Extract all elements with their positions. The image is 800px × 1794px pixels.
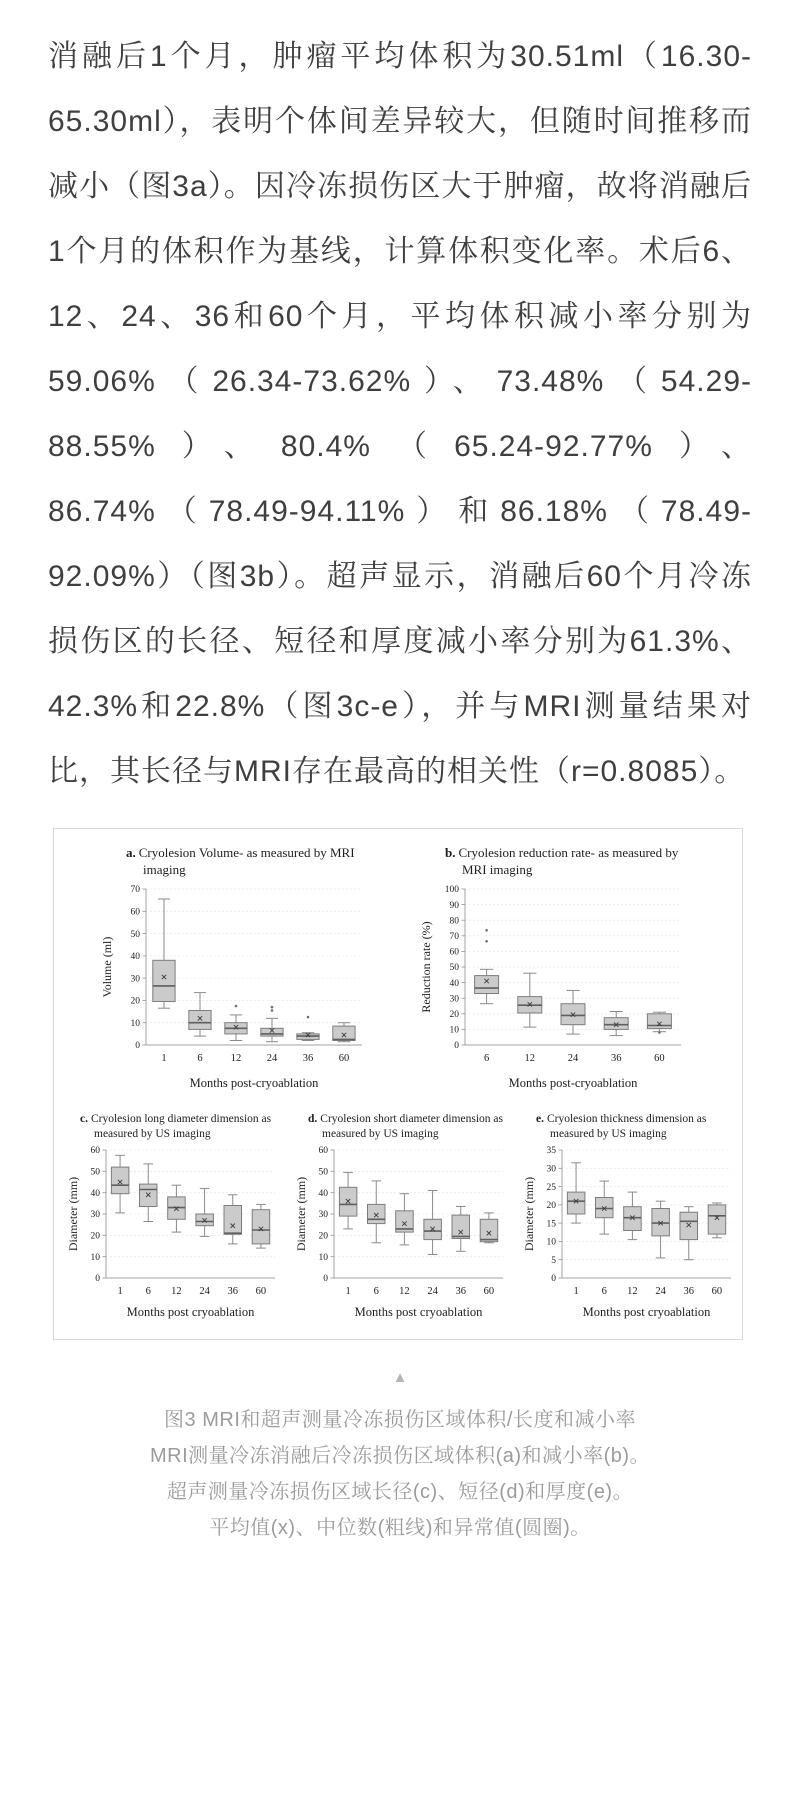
- svg-text:6: 6: [197, 1052, 203, 1064]
- svg-text:36: 36: [455, 1285, 466, 1297]
- svg-text:6: 6: [373, 1285, 379, 1297]
- svg-text:70: 70: [449, 931, 459, 942]
- svg-text:20: 20: [546, 1200, 556, 1211]
- chart-label: d.: [308, 1112, 318, 1125]
- svg-text:0: 0: [551, 1273, 556, 1284]
- svg-text:12: 12: [524, 1052, 536, 1064]
- svg-text:24: 24: [655, 1285, 666, 1297]
- svg-text:10: 10: [130, 1018, 140, 1029]
- svg-text:Months post cryoablation: Months post cryoablation: [126, 1304, 255, 1319]
- svg-text:50: 50: [449, 962, 459, 973]
- caption-line: MRI测量冷冻消融后冷冻损伤区域体积(a)和减小率(b)。: [149, 1444, 651, 1467]
- svg-text:60: 60: [318, 1145, 328, 1156]
- svg-text:50: 50: [318, 1167, 328, 1178]
- svg-text:Months post cryoablation: Months post cryoablation: [582, 1304, 711, 1319]
- svg-text:1: 1: [161, 1052, 167, 1064]
- svg-text:24: 24: [427, 1285, 438, 1297]
- chart-d-plot: [294, 1144, 512, 1322]
- svg-text:0: 0: [323, 1273, 328, 1284]
- svg-text:Months post cryoablation: Months post cryoablation: [354, 1304, 483, 1319]
- svg-text:90: 90: [449, 900, 459, 911]
- chart-label: a.: [126, 845, 136, 860]
- svg-text:36: 36: [302, 1052, 314, 1064]
- svg-text:12: 12: [230, 1052, 242, 1064]
- svg-text:20: 20: [90, 1231, 100, 1242]
- chart-title: [126, 845, 377, 879]
- svg-text:0: 0: [454, 1040, 459, 1051]
- svg-text:6: 6: [601, 1285, 607, 1297]
- svg-text:Volume (ml): Volume (ml): [100, 936, 114, 998]
- chart-title: [308, 1112, 522, 1142]
- chart-title: [445, 845, 696, 879]
- svg-text:36: 36: [227, 1285, 238, 1297]
- svg-text:70: 70: [130, 884, 140, 895]
- svg-text:40: 40: [449, 978, 459, 989]
- svg-text:20: 20: [318, 1231, 328, 1242]
- svg-text:80: 80: [449, 916, 459, 927]
- svg-text:1: 1: [345, 1285, 351, 1297]
- chart-title-text: Cryolesion short diameter dimension as measured by US imaging: [320, 1112, 503, 1140]
- svg-text:35: 35: [546, 1145, 556, 1156]
- svg-text:24: 24: [567, 1052, 579, 1064]
- figure-caption: [0, 1402, 800, 1546]
- svg-text:Months post-cryoablation: Months post-cryoablation: [189, 1075, 319, 1090]
- chart-label: b.: [445, 845, 456, 860]
- svg-text:12: 12: [399, 1285, 410, 1297]
- svg-text:20: 20: [449, 1009, 459, 1020]
- caption-line: 超声测量冷冻损伤区域长径(c)、短径(d)和厚度(e)。: [166, 1480, 634, 1503]
- svg-text:60: 60: [255, 1285, 267, 1297]
- svg-text:50: 50: [90, 1167, 100, 1178]
- svg-text:36: 36: [683, 1285, 694, 1297]
- svg-text:0: 0: [95, 1273, 100, 1284]
- chart-title: [80, 1112, 294, 1142]
- svg-text:20: 20: [130, 996, 140, 1007]
- svg-text:6: 6: [145, 1285, 151, 1297]
- svg-text:1: 1: [117, 1285, 123, 1297]
- svg-text:10: 10: [546, 1237, 556, 1248]
- figure-row-1: [58, 845, 738, 1098]
- svg-text:30: 30: [318, 1209, 328, 1220]
- chart-b-reduction-rate: [419, 845, 696, 1098]
- svg-text:25: 25: [546, 1182, 556, 1193]
- chart-c-long-diameter: [66, 1112, 294, 1327]
- svg-text:40: 40: [318, 1188, 328, 1199]
- svg-text:5: 5: [551, 1255, 556, 1266]
- figure-3-panel: [53, 828, 743, 1340]
- svg-text:Diameter (mm): Diameter (mm): [66, 1176, 80, 1251]
- svg-text:Reduction rate (%): Reduction rate (%): [419, 921, 433, 1013]
- chart-e-plot: [522, 1144, 740, 1322]
- svg-text:50: 50: [130, 929, 140, 940]
- article-page: [0, 24, 800, 1546]
- caption-line: 平均值(x)、中位数(粗线)和异常值(圆圈)。: [209, 1516, 591, 1539]
- svg-text:6: 6: [483, 1052, 490, 1064]
- svg-text:15: 15: [546, 1218, 556, 1229]
- chart-title: [536, 1112, 750, 1142]
- caption-line: 图3 MRI和超声测量冷冻损伤区域体积/长度和减小率: [164, 1408, 636, 1431]
- svg-text:1: 1: [573, 1285, 579, 1297]
- svg-text:12: 12: [627, 1285, 638, 1297]
- svg-text:Diameter (mm): Diameter (mm): [294, 1176, 308, 1251]
- svg-text:10: 10: [90, 1252, 100, 1263]
- svg-text:60: 60: [483, 1285, 495, 1297]
- svg-text:30: 30: [90, 1209, 100, 1220]
- chart-a-volume: [100, 845, 377, 1098]
- svg-text:24: 24: [199, 1285, 210, 1297]
- svg-text:Months post-cryoablation: Months post-cryoablation: [508, 1075, 638, 1090]
- chart-title-text: Cryolesion Volume- as measured by MRI imaging: [138, 845, 355, 877]
- svg-text:60: 60: [90, 1145, 100, 1156]
- chart-d-short-diameter: [294, 1112, 522, 1327]
- svg-text:24: 24: [266, 1052, 278, 1064]
- collapse-triangle-icon: ▲: [392, 1368, 408, 1386]
- chart-title-text: Cryolesion long diameter dimension as measured by US imaging: [90, 1112, 272, 1140]
- svg-text:40: 40: [90, 1188, 100, 1199]
- figure-row-2: [58, 1112, 738, 1327]
- svg-text:10: 10: [318, 1252, 328, 1263]
- svg-text:30: 30: [449, 994, 459, 1005]
- svg-text:100: 100: [444, 884, 459, 895]
- chart-title-text: Cryolesion thickness dimension as measured by US imaging: [546, 1112, 707, 1140]
- chart-title-text: Cryolesion reduction rate- as measured by MRI imaging: [458, 845, 679, 877]
- chart-c-plot: [66, 1144, 284, 1322]
- chart-a-plot: [100, 881, 372, 1093]
- svg-text:30: 30: [130, 974, 140, 985]
- svg-text:60: 60: [338, 1052, 350, 1064]
- svg-text:40: 40: [130, 951, 140, 962]
- svg-text:Diameter (mm): Diameter (mm): [522, 1176, 536, 1251]
- svg-text:60: 60: [130, 907, 140, 918]
- article-paragraph: 消融后1个月，肿瘤平均体积为30.51ml（16.30-65.30ml），表明个体间差异较大，但随时间推移而减小（图3a）。因冷冻损伤区大于肿瘤，故将消融后1个月的体积作为基线，计算体积变化率。术后6、12、24、36和60个月，平均体积减小率分别为59.06%（26.34-73.62%）、73.48%（54.29-88.55%）、80.4%（65.24-92.77%）、86.74%（78.49-94.11%）和86.18%（78.49-92.09%）（图3b）。超声显示，消融后60个月冷冻损伤区的长径、短径和厚度减小率分别为61.3%、42.3%和22.8%（图3c-e），并与MRI测量结果对比，其长径与MRI存在最高的相关性（r=0.8085）。: [48, 40, 752, 788]
- svg-text:0: 0: [135, 1040, 140, 1051]
- svg-text:36: 36: [610, 1052, 622, 1064]
- svg-text:10: 10: [449, 1025, 459, 1036]
- svg-text:60: 60: [654, 1052, 665, 1064]
- chart-e-thickness: [522, 1112, 750, 1327]
- chart-label: e.: [536, 1112, 544, 1125]
- chart-b-plot: [419, 881, 691, 1093]
- svg-text:30: 30: [546, 1164, 556, 1175]
- svg-text:60: 60: [711, 1285, 723, 1297]
- svg-text:12: 12: [171, 1285, 182, 1297]
- svg-text:60: 60: [449, 947, 459, 958]
- chart-label: c.: [80, 1112, 88, 1125]
